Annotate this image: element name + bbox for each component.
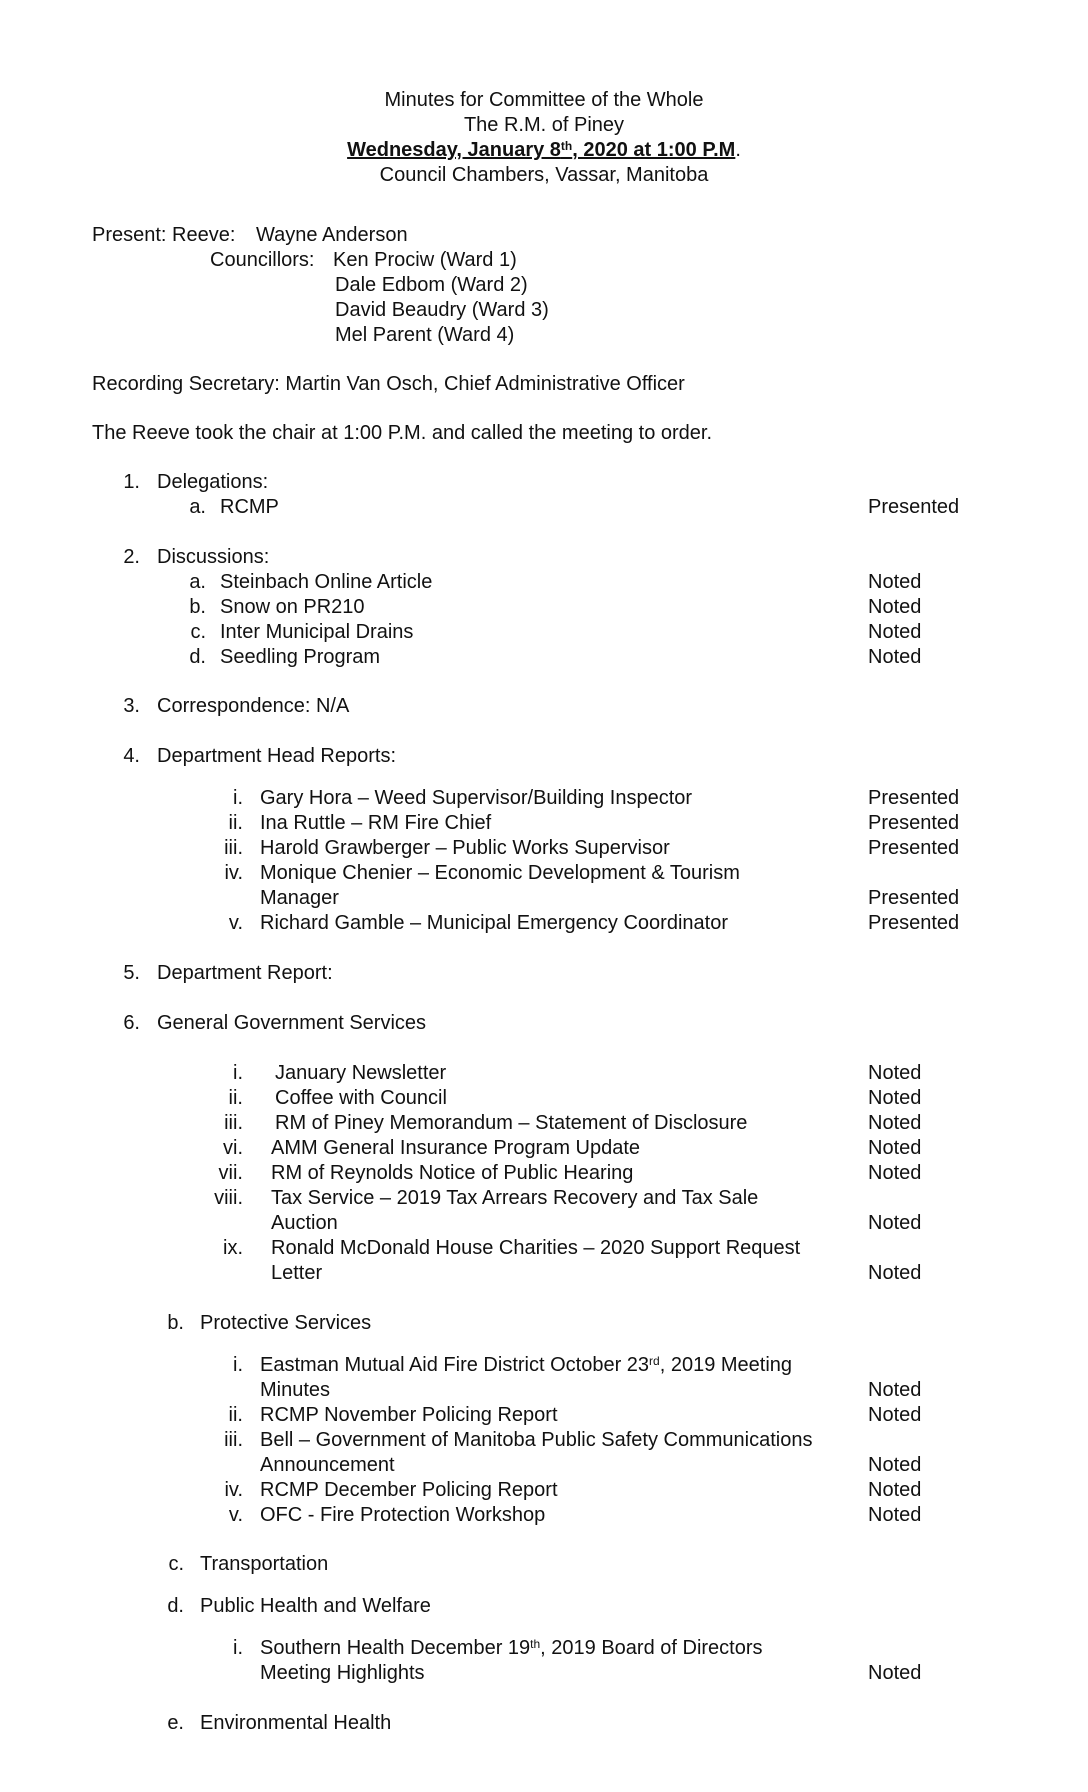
subsection-title: Environmental Health xyxy=(200,1712,392,1734)
item-text: Eastman Mutual Aid Fire District October 23rd, 2019 Meeting xyxy=(260,1354,793,1376)
meeting-date: Wednesday, January 8th, 2020 at 1:00 P.M. xyxy=(347,139,741,161)
section-number: 3. xyxy=(123,695,140,717)
item-text: Inter Municipal Drains xyxy=(220,621,414,643)
item-text: January Newsletter xyxy=(275,1062,447,1084)
item-text: RM of Reynolds Notice of Public Hearing xyxy=(271,1162,634,1184)
item-number: i. xyxy=(233,787,243,809)
item-text-continued: Manager xyxy=(260,887,339,909)
item-status: Noted xyxy=(868,1479,922,1501)
item-number: viii. xyxy=(214,1187,243,1209)
item-text: OFC - Fire Protection Workshop xyxy=(260,1504,546,1526)
item-text-continued: Letter xyxy=(271,1262,323,1284)
section-title: Department Head Reports: xyxy=(157,745,397,767)
item-status: Noted xyxy=(868,1262,922,1284)
item-number: iii. xyxy=(224,837,243,859)
section-title: Department Report: xyxy=(157,962,333,984)
recording-secretary: Recording Secretary: Martin Van Osch, Chief Administrative Officer xyxy=(92,373,685,395)
item-number: ii. xyxy=(228,1087,243,1109)
councillors-label: Councillors: xyxy=(210,249,315,271)
item-text: Richard Gamble – Municipal Emergency Coordinator xyxy=(260,912,728,934)
councillor-3: David Beaudry (Ward 3) xyxy=(335,299,549,321)
item-status: Noted xyxy=(868,1137,922,1159)
section-number: 4. xyxy=(123,745,140,767)
item-text: RCMP xyxy=(220,496,279,518)
section-number: 5. xyxy=(123,962,140,984)
item-text: Seedling Program xyxy=(220,646,381,668)
item-status: Presented xyxy=(868,787,960,809)
item-status: Noted xyxy=(868,596,922,618)
councillor-1: Ken Prociw (Ward 1) xyxy=(333,249,517,271)
item-number: v. xyxy=(228,1504,243,1526)
item-number: d. xyxy=(189,646,206,668)
item-status: Noted xyxy=(868,646,922,668)
item-status: Noted xyxy=(868,1454,922,1476)
section-title: Delegations: xyxy=(157,471,269,493)
subsection-title: Transportation xyxy=(200,1553,329,1575)
item-text: Coffee with Council xyxy=(275,1087,447,1109)
item-status: Noted xyxy=(868,1404,922,1426)
meeting-location: Council Chambers, Vassar, Manitoba xyxy=(379,164,709,186)
item-text: Gary Hora – Weed Supervisor/Building Inspector xyxy=(260,787,693,809)
item-number: c. xyxy=(190,621,206,643)
item-text: Ronald McDonald House Charities – 2020 Support Request xyxy=(271,1237,801,1259)
item-number: a. xyxy=(189,571,206,593)
item-text: RCMP November Policing Report xyxy=(260,1404,558,1426)
item-status: Presented xyxy=(868,496,960,518)
item-status: Noted xyxy=(868,1504,922,1526)
item-number: ii. xyxy=(228,812,243,834)
item-status: Noted xyxy=(868,1112,922,1134)
subsection-letter: e. xyxy=(167,1712,184,1734)
item-number: v. xyxy=(228,912,243,934)
subsection-letter: c. xyxy=(168,1553,184,1575)
item-number: a. xyxy=(189,496,206,518)
item-text-continued: Auction xyxy=(271,1212,338,1234)
subsection-letter: d. xyxy=(167,1595,184,1617)
section-number: 2. xyxy=(123,546,140,568)
item-text-continued: Announcement xyxy=(260,1454,395,1476)
item-text: RCMP December Policing Report xyxy=(260,1479,558,1501)
item-number: iii. xyxy=(224,1429,243,1451)
item-text: Monique Chenier – Economic Development & Tourism xyxy=(260,862,740,884)
item-text: AMM General Insurance Program Update xyxy=(271,1137,641,1159)
section-title: Correspondence: N/A xyxy=(157,695,350,717)
item-number: iv. xyxy=(224,1479,243,1501)
subsection-title: Public Health and Welfare xyxy=(200,1595,431,1617)
item-number: i. xyxy=(233,1062,243,1084)
item-text: RM of Piney Memorandum – Statement of Disclosure xyxy=(275,1112,748,1134)
item-status: Noted xyxy=(868,1162,922,1184)
item-text: Bell – Government of Manitoba Public Safety Communications xyxy=(260,1429,813,1451)
item-number: ii. xyxy=(228,1404,243,1426)
item-text: Tax Service – 2019 Tax Arrears Recovery and Tax Sale xyxy=(271,1187,759,1209)
item-number: iv. xyxy=(224,862,243,884)
section-title: General Government Services xyxy=(157,1012,427,1034)
item-text: Steinbach Online Article xyxy=(220,571,433,593)
item-text-continued: Meeting Highlights xyxy=(260,1662,425,1684)
item-number: b. xyxy=(189,596,206,618)
item-status: Presented xyxy=(868,912,960,934)
item-status: Noted xyxy=(868,621,922,643)
councillor-4: Mel Parent (Ward 4) xyxy=(335,324,515,346)
item-status: Noted xyxy=(868,1087,922,1109)
item-text: Harold Grawberger – Public Works Supervisor xyxy=(260,837,670,859)
item-status: Presented xyxy=(868,837,960,859)
subsection-letter: b. xyxy=(167,1312,184,1334)
reeve-name: Wayne Anderson xyxy=(256,224,408,246)
item-status: Presented xyxy=(868,887,960,909)
section-title: Discussions: xyxy=(157,546,270,568)
item-status: Noted xyxy=(868,1662,922,1684)
meeting-date-text: Wednesday, January 8th, 2020 at 1:00 P.M xyxy=(347,139,736,161)
item-text: Ina Ruttle – RM Fire Chief xyxy=(260,812,492,834)
present-label: Present: Reeve: xyxy=(92,224,236,246)
item-number: i. xyxy=(233,1637,243,1659)
item-status: Noted xyxy=(868,1379,922,1401)
subsection-title: Protective Services xyxy=(200,1312,372,1334)
opening-statement: The Reeve took the chair at 1:00 P.M. and called the meeting to order. xyxy=(92,422,713,444)
item-status: Noted xyxy=(868,1212,922,1234)
doc-title: Minutes for Committee of the Whole xyxy=(384,89,704,111)
municipality-name: The R.M. of Piney xyxy=(463,114,625,136)
item-number: iii. xyxy=(224,1112,243,1134)
item-text: Snow on PR210 xyxy=(220,596,365,618)
item-text: Southern Health December 19th, 2019 Board of Directors xyxy=(260,1637,763,1659)
item-number: ix. xyxy=(223,1237,243,1259)
item-status: Noted xyxy=(868,1062,922,1084)
section-number: 1. xyxy=(123,471,140,493)
item-status: Noted xyxy=(868,571,922,593)
item-status: Presented xyxy=(868,812,960,834)
section-number: 6. xyxy=(123,1012,140,1034)
item-number: vi. xyxy=(223,1137,243,1159)
councillor-2: Dale Edbom (Ward 2) xyxy=(335,274,528,296)
item-number: i. xyxy=(233,1354,243,1376)
item-number: vii. xyxy=(218,1162,243,1184)
item-text-continued: Minutes xyxy=(260,1379,331,1401)
